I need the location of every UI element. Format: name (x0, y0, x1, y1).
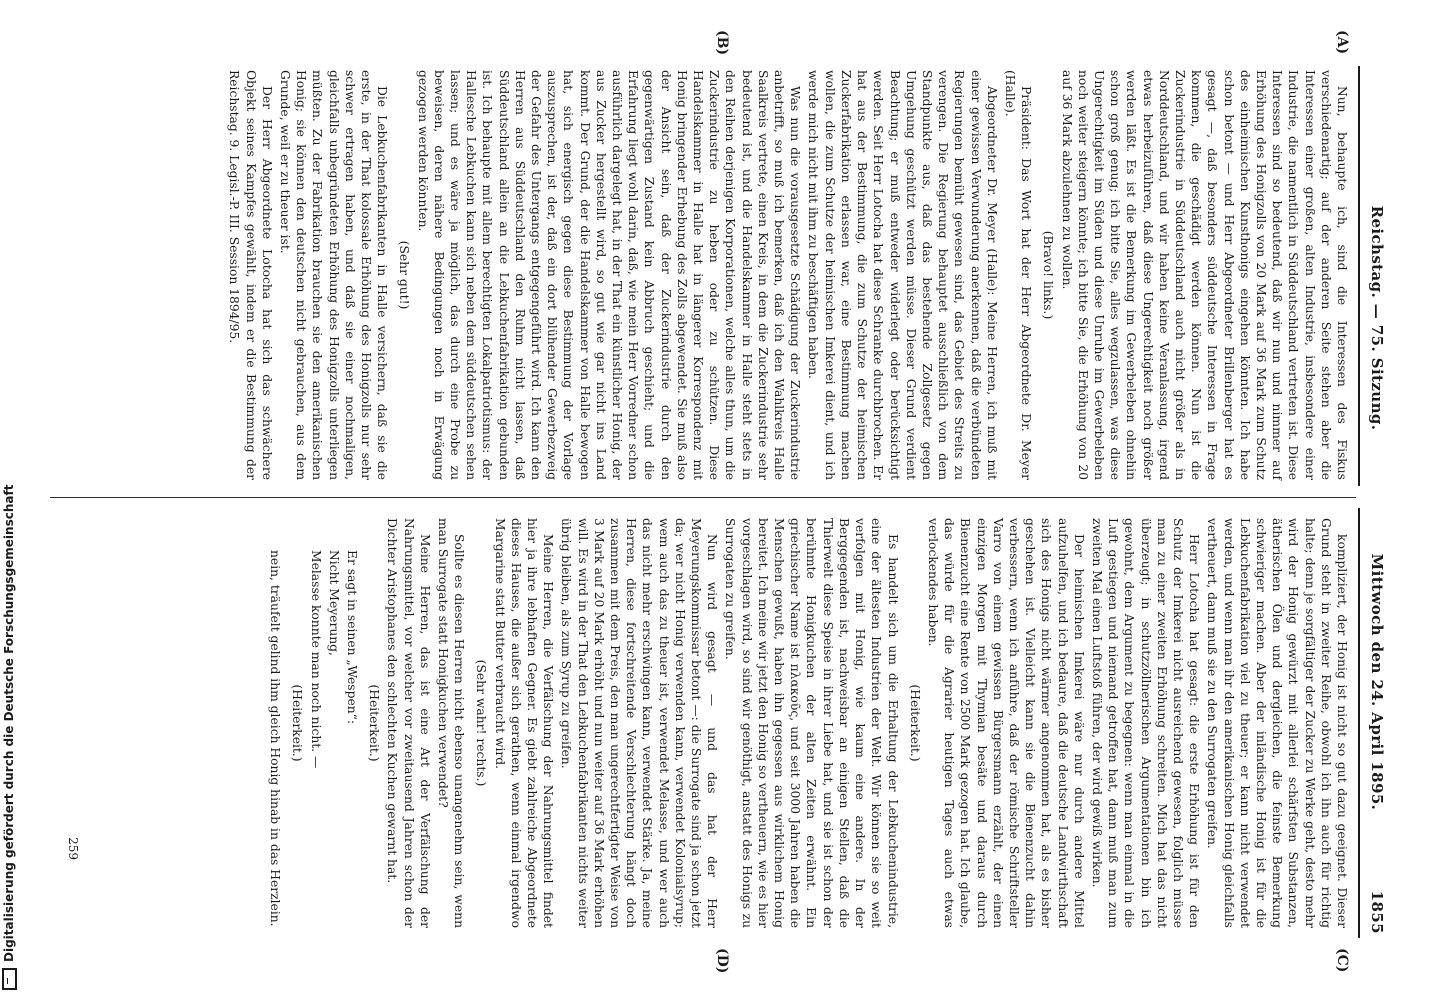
margin-marker-d: (D) (714, 948, 730, 974)
page-header (1368, 66, 1430, 934)
quote-line: Nicht Meyerung, (326, 550, 341, 656)
interjection: (Heiterkeit.) (907, 684, 922, 762)
margin-marker-b: (B) (714, 30, 730, 56)
speaker-paragraph: Präsident: Das Wort hat der Herr Abgeordnete Dr. Meyer (Halle). (1002, 70, 1034, 480)
quote-line: nein, träufelt gelind ihm gleich Honig hinab in das Herzlein. (268, 550, 283, 927)
paragraph: Nun wird gesagt — und das hat der Herr Meyerungskommissar betont —: die Surrogate sind ja schon jetzt da; wer nicht Honig verwenden kann, verwendet Kolonialsyrup; wem auch das zu theuer ist, verwendet Melasse, und wer auch das nicht mehr erschwingen kann, verwendet Stärke. Ja, meine Herren, diese fortschreitende Verschlechterung hängt doch zusammen mit dem Preis, den man ungerechtfertigter Weise von 3 Mark auf 20 Mark erhöht und nun weiter auf 36 Mark erhöhen will. Es wird in der That den Lebkuchenfabrikanten nichts weiter übrig bleiben, als zum Syrup zu greifen. (559, 518, 720, 928)
paragraph: Meine Herren, das ist eine Art der Verfälschung der Nahrungsmittel, vor welcher vor zweitausend Jahren schon der Dichter Aristophanes den schlechten Kuchen gewarnt hat. (385, 518, 432, 928)
paragraph: Meine Herren, die Verfälschung der Nahrungsmittel findet hier ja ihre lebhaften Gegner. Es giebt zahlreiche Abgeordnete dieses Hauses, die außer sich gerathen, wenn einmal irgendwo Margarine statt Butter verbraucht wird. (492, 518, 556, 928)
header-page-number: 1855 (1368, 890, 1386, 934)
paragraph: Der Herr Abgeordnete Lotocha hat sich das schwächere Objekt seines Kampfes gewählt, indem er die Bestimmung der Reichstag. 9. Legisl.-P. III. Session 1894/95. (227, 70, 274, 480)
paragraph: Es handelt sich um die Erhaltung der Lebkuchenindustrie, eine der ältesten Industrien der Welt. Wir können sie so weit verfolgen mit Honig, wie kaum eine andere. In der Berggegenden ist, nachweisbar an einigen Stellen, daß die Thierwelt diese Speise in ihrer Liebe hat, und sie ist schon der berühmte Honigkuchen der alten Zeiten erwähnt. Ein griechischer Name ist πλακοῦς, und seit 3000 Jahren haben die Menschen gewußt, haben ihn gegessen aus wirklichem Honig bereitet. Ich meine wir jetzt den Honig so vertheuern, wie es hier vorgeschlagen wird, so sind wir genöthigt, anstatt des Honigs zu Surrogaten zu greifen. (723, 518, 900, 928)
margin-marker-c: (C) (1334, 948, 1350, 973)
digitization-footnote (2, 0, 22, 1000)
interjection: (Sehr wahr! rechts.) (474, 659, 489, 787)
dfg-logo-icon (2, 968, 17, 990)
left-column (224, 70, 1350, 480)
quote-line: Melasse konnte man noch nicht. — (308, 550, 323, 769)
paragraph: Der heimischen Imkerei wäre nur durch andere Mittel aufzuhelfen, und ich bedaure, daß die deutsche Landwirthschaft sich des Honigs nicht wärmer angenommen hat, als es bisher geschehen ist. Vielleicht kann sie die Bienenzucht dahin verbessern, wenn ich anführe, daß der römische Schriftsteller Varro von einem gewissen Bürgersmann erzählt, der einen einzigen Morgen mit Thymian besäte und daraus durch Bienenzucht eine Rente von 2500 Mark gezogen hat. Ich glaube, das würde für die Agrarier heutigen Tages auch etwas verlockendes haben. (925, 518, 1086, 928)
paragraph: Was nun die vorausgesetzte Schädigung der Zuckerindustrie anbetrifft, so muß ich bemerken, daß ich den Wahlkreis Halle Saalkreis vertrete, einen Kreis, in dem die Zuckerindustrie sehr bedeutend ist, und die Handelskammer in Halle steht stets in den Reihen derjenigen Korporationen, welche alles thun, um die Zuckerindustrie zu heben oder zu schützen. Diese Handelskammer in Halle hat in längerer Korrespondenz mit Honig bringender Erhebung des Zolls abgewendet. Sie muß also der Ansicht sein, daß der Zuckerindustrie durch den gegenwärtigen Zustand kein Abbruch geschieht; und die Erfahrung liegt wohl darin, daß, wie mein Herr Vorredner schon ausführlich dargelegt hat, in der That ein künstlicher Honig, der aus Zucker hergestellt wird, so gut wie gar nicht ins Land kommt. Der Grund, der die Handelskammer von Halle bewogen hat, sich energisch gegen diese Bestimmung der Vorlage auszusprechen, ist der, daß ein dort blühender Gewerbezweig der Gefahr des Untergangs entgegengeführt wird. Ich kann den Herren aus Süddeutschland den Ruhm nicht lassen, daß Süddeutschland allein an die Lebkuchenfabrikation gebunden ist. Ich behaupte mit allem berechtigten Lokalpatriotismus: der Hallesche Lebkuchen kann sich neben dem süddeutschen sehen lassen; und es wäre ja möglich, das durch eine Probe zu beweisen, deren nähere Bedingungen noch in Erwägung gezogen werden könnten. (415, 70, 803, 480)
paragraph: Die Lebkuchenfabrikanten in Halle versichern, daß sie die erste, in der That kolossale Erhöhung des Honigzolls nur sehr schwer ertragen haben, und daß sie einer nochmaligen, gleichfalls unbegründeten Erhöhung des Honigzolls unterliegen müßten. Zu der Fabrikation brauchen sie den amerikanischen Honig; sie können den deutschen nicht gebrauchen, aus dem Grunde, weil er zu theuer ist. (278, 70, 390, 480)
header-rule-right (1358, 508, 1360, 938)
paragraph: Sollte es diesen Herren nicht ebenso unangenehm sein, wenn man Surrogate statt Honigkuchen verwendet? (436, 518, 467, 928)
interjection: (Bravo! links.) (1041, 230, 1056, 320)
interjection: (Sehr gut!) (397, 240, 412, 310)
paragraph: kompliziert, der Honig ist nicht so gut dazu geeignet. Dieser Grund steht in zweiter Reihe, obwohl ich ihn auch für richtig halte; denn je sorgfältiger der Zucker zu Werke geht, desto mehr wird der Honig gewürzt mit allerlei schärfsten Substanzen, ätherischen Ölen und dergleichen, die feinste Bemerkung schwieriger machen. Aber der inländische Honig ist für die Lebkuchenfabrikation viel zu theuer; er kann nicht verwendet werden, und wenn man ihr den amerikanischen Honig gleichfalls vertheuert, dann muß sie zu den Surrogaten greifen. (1205, 518, 1349, 928)
bottom-page-number: 259 (66, 837, 80, 860)
quote-line: Er sagt in seinen „Wespen“: (345, 550, 360, 725)
margin-marker-a: (A) (1334, 30, 1350, 55)
footnote-text: Digitalisierung gefördert durch die Deutsche Forschungsgemeinschaft (2, 484, 16, 962)
paragraph: Herr Lotocha hat gesagt: die erste Erhöhung ist für den Schutz der Imkerei nicht ausreichend gewesen, folglich müsse man zu einer zweiten Erhöhung schreiten. Mich hat das nicht überzeugt; in schutzzöllnerischen Argumentationen bin ich gewohnt, dem Argument zu begegnen: wenn man einmal in die Luft gestiegen und niemand getroffen hat, dann muß man zum zweiten Mal einen Luftstoß führen, der wird gewiß wirken. (1089, 518, 1202, 928)
column-divider (50, 497, 1356, 498)
header-title: Reichstag. — 75. Sitzung. (1368, 205, 1386, 431)
interjection: (Heiterkeit.) (367, 684, 382, 762)
header-date: Mittwoch den 24. April 1895. (1368, 553, 1386, 811)
speaker-paragraph: Abgeordneter Dr. Meyer (Halle): Meine Herren, ich muß mit einer gewissen Verwunderung anerkennen, daß die verbündeten Regierungen bemüht gewesen sind, das Gebiet des Streits zu verengen. Die Regierung behauptet ausschließlich von dem Standpunkte aus, daß das bestehende Zollgesetz gegen Umgehung geschützt werden müsse. Dieser Grund verdient Beachtung; er muß entweder widerlegt oder berücksichtigt werden. Seit Herr Lotocha hat diese Schranke durchbrochen. Er hat aus der Bestimmung, die zum Schutze der heimischen Zuckerfabrikation erlassen war, eine Bestimmung machen wollen, die zum Schutze der heimischen Imkerei dient, und ich werde mich nicht mit ihm zu beschäftigen haben. (806, 70, 999, 480)
header-rule-left (1358, 66, 1360, 486)
scanned-page (30, 0, 1430, 1000)
paragraph: Nun, behaupte ich, sind die Interessen des Fiskus verschiedenartig; auf der anderen Seite stehen aber die Interessen einer großen, alten Industrie, insbesondere einer Industrie, die namentlich in Süddeutschland vertreten ist. Diese Interessen sind so bedeutend, daß wir nun und nimmer auf Erhöhung des Honigzolls von 20 Mark auf 36 Mark zum Schutz des einheimischen Kunsthonigs eingehen könnten. Ich habe schon betont — und Herr Abgeordneter Brillenberger hat es gesagt —, daß besonders süddeutsche Interessen in Frage kommen, die geschädigt werden können. Nun ist die Zuckerindustrie in Süddeutschland auch nicht größer als in Norddeutschland, und wir haben keine Veranlassung, irgend etwas herbeizuführen, daß diese Ungerechtigkeit noch größer werden läßt. Es ist die Bemerkung im Gewerbeleben ohnehin schon groß genug; ich bitte Sie, alles wegzulassen, was diese Ungerechtigkeit im Süden und diese Unruhe im Gewerbeleben noch weiter steigern könnte; ich bitte Sie, die Erhöhung von 20 auf 36 Mark abzulehnen zu wollen. (1059, 70, 1349, 480)
right-column (265, 518, 1350, 928)
interjection: (Heiterkeit.) (290, 684, 305, 762)
